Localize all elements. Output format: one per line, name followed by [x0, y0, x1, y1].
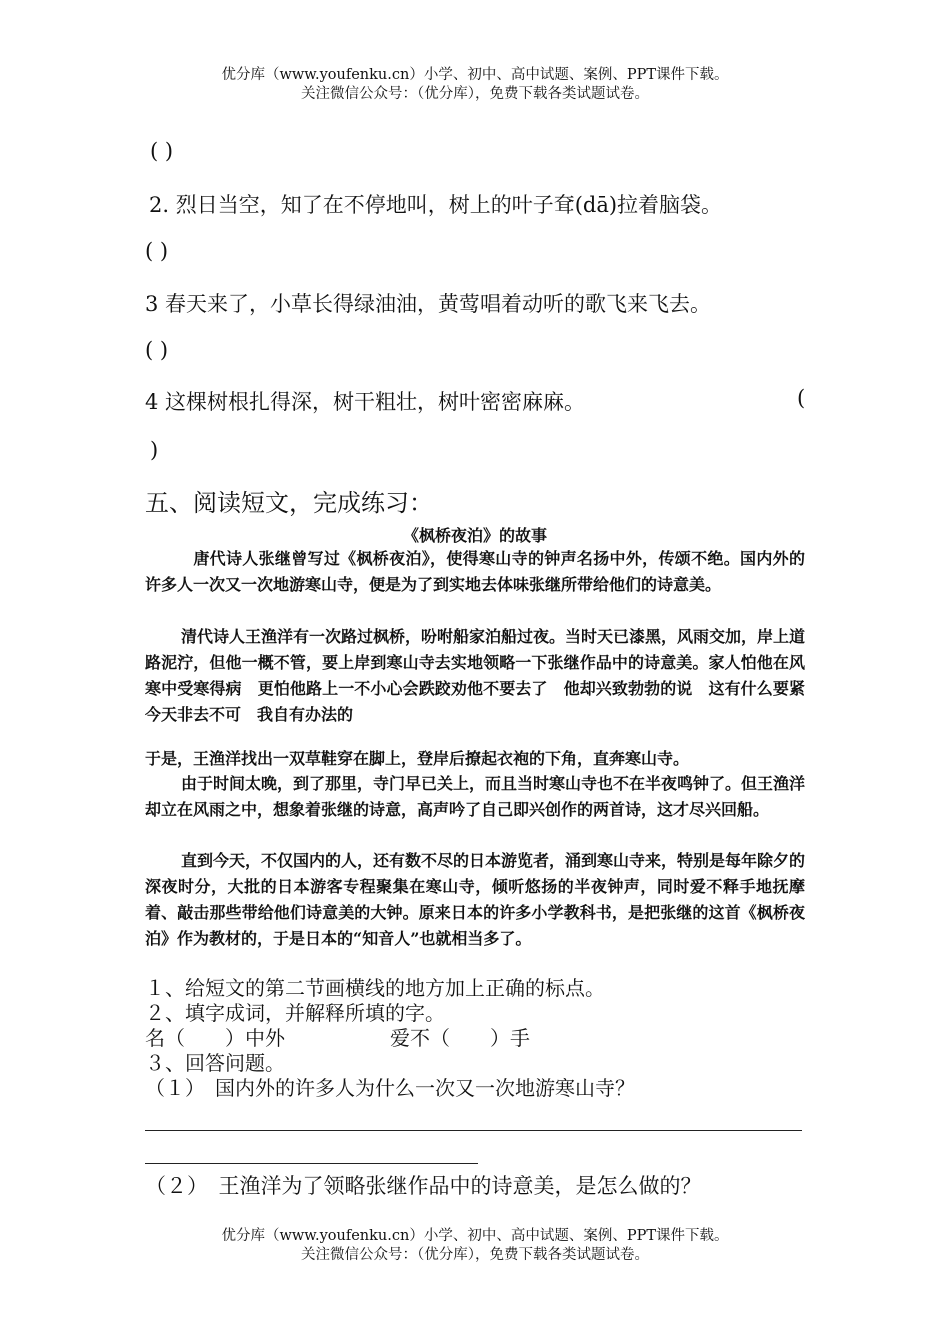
sentence-item-2: 2. 烈日当空，知了在不停地叫，树上的叶子耷(dā)拉着脑袋。	[149, 193, 723, 217]
question-3-part-2: （２） 王渔洋为了领略张继作品中的诗意美，是怎么做的？	[145, 1174, 702, 1198]
header-line-1: 优分库（www.youfenku.cn）小学、初中、高中试题、案例、PPT课件下载。	[221, 67, 729, 83]
sentence-item-3: 3 春天来了，小草长得绿油油，黄莺唱着动听的歌飞来飞去。	[145, 292, 712, 316]
passage-paragraph-4: 由于时间太晚，到了那里，寺门早已关上，而且当时寒山寺也不在半夜鸣钟了。但王渔洋却立在风雨之中，想象着张继的诗意，高声吟了自己即兴创作的两首诗，这才尽兴回船。	[145, 774, 806, 819]
answer-line-1	[145, 1130, 802, 1131]
answer-blank-1: ( )	[150, 139, 174, 163]
passage-paragraph-3: 于是，王渔洋找出一双草鞋穿在脚上，登岸后撩起衣袍的下角，直奔寒山寺。	[145, 749, 690, 768]
question-3: ３、回答问题。	[145, 1051, 285, 1075]
answer-blank-2: ( )	[145, 239, 169, 263]
page-footer	[0, 1227, 950, 1265]
answer-blank-4-close: )	[150, 438, 159, 462]
answer-blank-4-open: (	[797, 386, 806, 410]
passage-paragraph-1: 唐代诗人张继曾写过《枫桥夜泊》，使得寒山寺的钟声名扬中外，传颂不绝。国内外的许多人一次又一次地游寒山寺，便是为了到实地去体味张继所带给他们的诗意美。	[145, 549, 805, 594]
question-2-word-a: 名（ ）中外	[145, 1026, 285, 1050]
section-5-heading: 五、阅读短文，完成练习：	[145, 489, 433, 517]
question-1: １、给短文的第二节画横线的地方加上正确的标点。	[145, 976, 605, 1000]
footer-line-2: 关注微信公众号：（优分库），免费下载各类试题试卷。	[301, 1247, 649, 1263]
question-2-word-b: 爱不（ ）手	[390, 1026, 530, 1050]
header-line-2: 关注微信公众号：（优分库），免费下载各类试题试卷。	[301, 86, 649, 102]
footer-line-1: 优分库（www.youfenku.cn）小学、初中、高中试题、案例、PPT课件下载。	[221, 1228, 729, 1244]
page-header	[0, 66, 950, 104]
question-2: ２、填字成词，并解释所填的字。	[145, 1001, 445, 1025]
passage-paragraph-5: 直到今天，不仅国内的人，还有数不尽的日本游览者，涌到寒山寺来，特别是每年除夕的深夜时分，大批的日本游客专程聚集在寒山寺，倾听悠扬的半夜钟声，同时爱不释手地抚摩着、敲击那些带给他们诗意美的大钟。原来日本的许多小学教科书，是把张继的这首《枫桥夜泊》作为教材的，于是日本的“知音人”也就相当多了。	[145, 851, 806, 948]
sentence-item-4: 4 这棵树根扎得深，树干粗壮，树叶密密麻麻。	[145, 390, 586, 414]
question-3-part-1: （１） 国内外的许多人为什么一次又一次地游寒山寺？	[145, 1076, 635, 1100]
answer-line-2	[145, 1163, 478, 1164]
passage-title: 《枫桥夜泊》的故事	[402, 526, 547, 545]
answer-blank-3: ( )	[145, 338, 169, 362]
passage-paragraph-2: 清代诗人王渔洋有一次路过枫桥，吩咐船家泊船过夜。当时天已漆黑，风雨交加，岸上道路泥泞，但他一概不管，要上岸到寒山寺去实地领略一下张继作品中的诗意美。家人怕他在风寒中受寒得病 更怕他路上一不小心会跌跤劝他不要去了 他却兴致勃勃的说 这有什么要紧 今天非去不可 我自有办法的	[145, 627, 822, 724]
